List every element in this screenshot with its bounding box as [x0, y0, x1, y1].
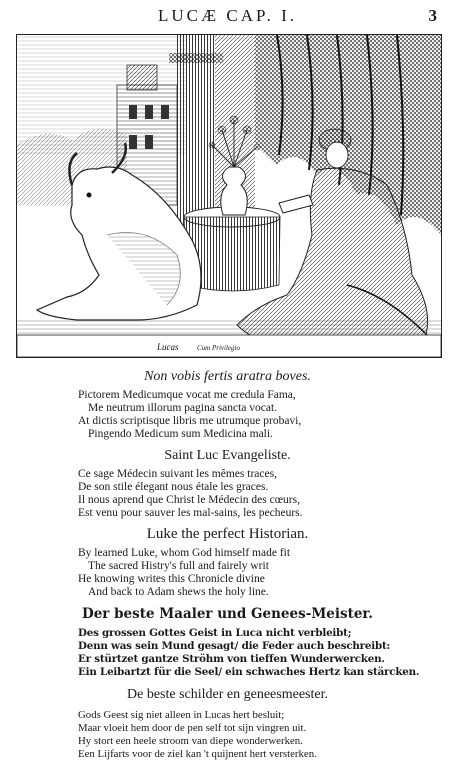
engraving-illustration	[17, 35, 441, 357]
german-line-4: Ein Leibartzt für die Seel/ ein schwaches Hertz kan stärcken.	[78, 666, 420, 678]
dutch-heading: De beste schilder en geneesmeester.	[127, 687, 328, 702]
latin-line-2: Me neutrum illorum pagina sancta vocat.	[88, 402, 278, 414]
dutch-line-3: Hy stort een heele stroom van diepe wonderwerken.	[78, 735, 303, 747]
french-line-1: Ce sage Médecin suivant les mêmes traces,	[78, 468, 277, 480]
german-heading: Der beste Maaler und Genees-Meister.	[82, 606, 373, 622]
floor	[17, 320, 441, 335]
german-line-1: Des grossen Gottes Geist in Luca nicht verbleibt;	[78, 627, 352, 639]
dutch-line-1: Gods Geest sig niet alleen in Lucas hert besluit;	[78, 709, 285, 721]
latin-heading: Non vobis fertis aratra boves.	[144, 369, 311, 384]
latin-line-3: At dictis scriptisque libris me utrumque probavi,	[78, 415, 302, 427]
dutch-line-2: Maar vloeit hem door de pen self tot sijn vingren uit.	[78, 722, 307, 734]
plate-label-lucas: Lucas	[157, 342, 179, 352]
english-line-4: And back to Adam shews the holy line.	[88, 586, 269, 598]
dutch-section	[0, 687, 455, 761]
dutch-line-4: Een Lijfarts voor de ziel kan 't quijnent hert versterken.	[78, 748, 317, 760]
french-heading: Saint Luc Evangeliste.	[164, 448, 291, 463]
page-number: 3	[428, 6, 437, 25]
german-section	[0, 606, 455, 679]
english-line-2: The sacred Histry's full and fairely writ	[88, 560, 269, 572]
latin-line-1: Pictorem Medicumque vocat me credula Fama,	[78, 389, 296, 401]
latin-section	[0, 369, 455, 441]
engraving-plate	[16, 34, 442, 358]
french-line-2: De son stile élegant nous étale les graces.	[78, 481, 269, 493]
german-line-2: Denn was sein Mund gesagt/ die Feder auch beschreibt:	[78, 640, 391, 652]
english-heading: Luke the perfect Historian.	[146, 526, 309, 542]
latin-line-4: Pingendo Medicum sum Medicina mali.	[88, 428, 273, 440]
french-line-3: Il nous aprend que Christ le Médecin des cœurs,	[78, 494, 300, 506]
page-header	[0, 6, 455, 28]
english-line-3: He knowing writes this Chronicle divine	[78, 573, 265, 585]
french-line-4: Est venu pour sauver les mal-sains, les pecheurs.	[78, 507, 303, 519]
german-line-3: Er stürtzet gantze Ströhm von tieffen Wunderwercken.	[78, 653, 385, 665]
english-section	[0, 526, 455, 599]
french-section	[0, 448, 455, 520]
english-line-1: By learned Luke, whom God himself made fit	[78, 547, 291, 559]
chapter-title: LUCÆ CAP. I.	[158, 6, 297, 25]
plate-privilege: Cum Privilegio	[197, 344, 240, 352]
